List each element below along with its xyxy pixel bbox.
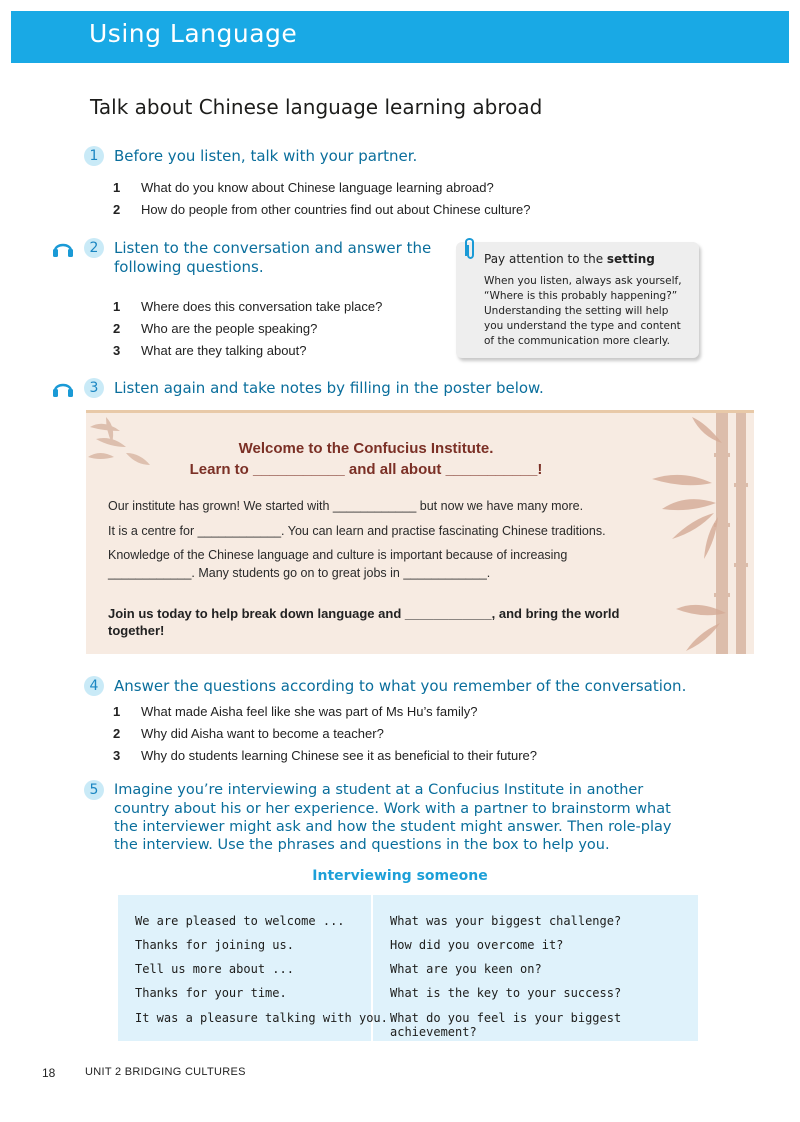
task-2-q2-number: 2 bbox=[113, 321, 121, 336]
task-2-q3-number: 3 bbox=[113, 343, 121, 358]
headphones-icon[interactable] bbox=[52, 379, 74, 397]
phrase-left: Tell us more about ... bbox=[135, 962, 294, 976]
phrase-right: What are you keen on? bbox=[390, 962, 542, 976]
poster-line: It is a centre for ____________. You can learn and practise fascinating Chinese traditions. bbox=[108, 524, 606, 538]
task-2-number: 2 bbox=[84, 238, 104, 258]
poster-line: Knowledge of the Chinese language and culture is important because of increasing bbox=[108, 548, 568, 562]
phrase-right: What is the key to your success? bbox=[390, 986, 622, 1000]
tip-body bbox=[484, 274, 689, 349]
task-1-number: 1 bbox=[84, 146, 104, 166]
task-2-q2-text: Who are the people speaking? bbox=[141, 321, 318, 336]
task-5-line: the interview. Use the phrases and questions in the box to help you. bbox=[114, 837, 610, 853]
task-3-title: Listen again and take notes by filling in the poster below. bbox=[114, 379, 544, 397]
task-1-q2-number: 2 bbox=[113, 202, 121, 217]
tip-line: “Where is this probably happening?” bbox=[484, 290, 678, 302]
poster-closing: Join us today to help break down language and ____________, and bring the world together! bbox=[108, 606, 620, 638]
task-1-q1-number: 1 bbox=[113, 180, 121, 195]
paperclip-icon bbox=[460, 236, 480, 262]
page-title: Talk about Chinese language learning abroad bbox=[90, 95, 543, 119]
task-3-number: 3 bbox=[84, 378, 104, 398]
headphones-icon[interactable] bbox=[52, 239, 74, 257]
task-5-line: country about his or her experience. Work with a partner to brainstorm what bbox=[114, 801, 671, 817]
task-1-q1-text: What do you know about Chinese language learning abroad? bbox=[141, 180, 494, 195]
phrase-left: We are pleased to welcome ... bbox=[135, 914, 345, 928]
task-5-line: the interviewer might ask and how the student might answer. Then role-play bbox=[114, 819, 672, 835]
phrase-right: What do you feel is your biggest achievement? bbox=[390, 1011, 622, 1039]
phrase-box-title: Interviewing someone bbox=[312, 868, 488, 884]
tip-box bbox=[456, 242, 699, 358]
unit-label: UNIT 2 BRIDGING CULTURES bbox=[85, 1066, 246, 1078]
task-2-title-line1: Listen to the conversation and answer the bbox=[114, 239, 432, 257]
task-5-number: 5 bbox=[84, 780, 104, 800]
tip-line: of the communication more clearly. bbox=[484, 335, 670, 347]
task-5-line: Imagine you’re interviewing a student at a Confucius Institute in another bbox=[114, 782, 644, 798]
phrase-left: It was a pleasure talking with you. bbox=[135, 1011, 388, 1025]
task-4-q1-number: 1 bbox=[113, 704, 121, 719]
task-4-title: Answer the questions according to what you remember of the conversation. bbox=[114, 677, 687, 695]
task-4-q2-text: Why did Aisha want to become a teacher? bbox=[141, 726, 384, 741]
tip-line: you understand the type and content bbox=[484, 320, 681, 332]
phrase-right: What was your biggest challenge? bbox=[390, 914, 622, 928]
poster-line: ____________. Many students go on to great jobs in ____________. bbox=[108, 566, 491, 580]
task-2-q1-number: 1 bbox=[113, 299, 121, 314]
section-banner bbox=[11, 11, 789, 63]
task-2-title-line2: following questions. bbox=[114, 258, 264, 276]
task-1-q2-text: How do people from other countries find out about Chinese culture? bbox=[141, 202, 531, 217]
task-4-number: 4 bbox=[84, 676, 104, 696]
task-4-q2-number: 2 bbox=[113, 726, 121, 741]
poster-heading: Welcome to the Confucius Institute. bbox=[238, 440, 494, 457]
phrase-right: How did you overcome it? bbox=[390, 938, 564, 952]
page-number: 18 bbox=[42, 1066, 56, 1080]
phrase-box bbox=[118, 895, 698, 1041]
task-4-q3-number: 3 bbox=[113, 748, 121, 763]
tip-title: Pay attention to the setting bbox=[484, 252, 655, 266]
banner-title: Using Language bbox=[89, 19, 298, 48]
tip-keyword: setting bbox=[606, 252, 655, 266]
task-4-q1-text: What made Aisha feel like she was part of Ms Hu’s family? bbox=[141, 704, 478, 719]
tip-line: Understanding the setting will help bbox=[484, 305, 669, 317]
tip-line: When you listen, always ask yourself, bbox=[484, 275, 682, 287]
poster-subheading: Learn to ___________ and all about ___________! bbox=[189, 461, 543, 478]
phrase-left: Thanks for joining us. bbox=[135, 938, 294, 952]
task-2-q1-text: Where does this conversation take place? bbox=[141, 299, 383, 314]
confucius-poster bbox=[86, 410, 754, 654]
task-1-title: Before you listen, talk with your partner. bbox=[114, 147, 418, 165]
task-2-q3-text: What are they talking about? bbox=[141, 343, 307, 358]
poster-line: Our institute has grown! We started with ____________ but now we have many more. bbox=[108, 499, 584, 513]
phrase-left: Thanks for your time. bbox=[135, 986, 287, 1000]
task-4-q3-text: Why do students learning Chinese see it as beneficial to their future? bbox=[141, 748, 538, 763]
